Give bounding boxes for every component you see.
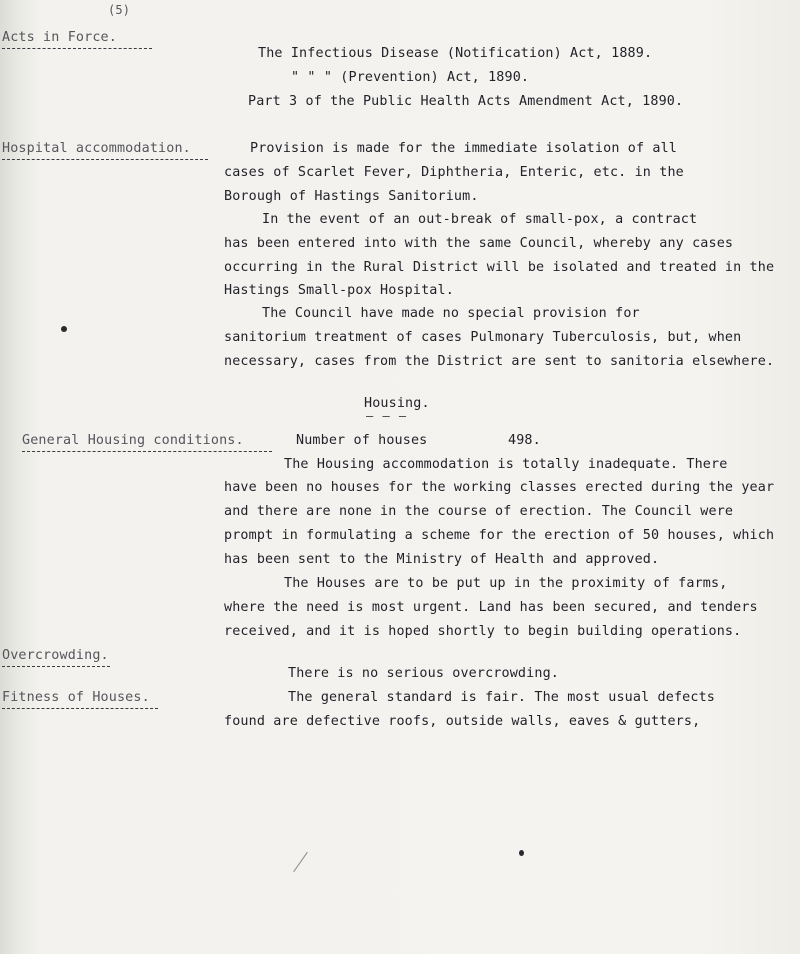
act-line-3: Part 3 of the Public Health Acts Amendment Act, 1890. [248, 94, 684, 109]
overcrowding-text: There is no serious overcrowding. [288, 666, 559, 681]
housing-line-7: where the need is most urgent. Land has been secured, and tenders [224, 600, 758, 615]
fitness-line-2: found are defective roofs, outside walls, eaves & gutters, [224, 714, 701, 729]
housing-heading-underline: — — — [366, 409, 408, 423]
stray-mark [519, 850, 524, 856]
act-line-2: " " " (Prevention) Act, 1890. [291, 70, 530, 85]
page-number: (5) [108, 3, 131, 17]
hospital-line-9: sanitorium treatment of cases Pulmonary Tuberculosis, but, when [224, 330, 742, 345]
housing-line-5: has been sent to the Ministry of Health and approved. [224, 552, 660, 567]
housing-line-1: The Housing accommodation is totally inadequate. There [284, 457, 728, 472]
act-line-1: The Infectious Disease (Notification) Act, 1889. [258, 46, 653, 61]
houses-count: 498. [508, 433, 541, 448]
housing-line-3: and there are none in the course of erection. The Council were [224, 504, 734, 519]
side-heading-general-housing: General Housing conditions. [22, 433, 244, 448]
side-heading-fitness: Fitness of Houses. [2, 690, 150, 705]
hospital-line-3: Borough of Hastings Sanitorium. [224, 189, 479, 204]
housing-heading: Housing. [364, 396, 430, 411]
margin-mark [61, 326, 67, 332]
hospital-line-7: Hastings Small-pox Hospital. [224, 283, 454, 298]
housing-line-8: received, and it is hoped shortly to begin building operations. [224, 624, 742, 639]
hospital-line-10: necessary, cases from the District are sent to sanitoria elsewhere. [224, 354, 775, 369]
hospital-line-6: occurring in the Rural District will be isolated and treated in the [224, 260, 775, 275]
hospital-line-8: The Council have made no special provision for [262, 306, 640, 321]
side-heading-acts-underline [2, 48, 152, 49]
side-heading-acts: Acts in Force. [2, 30, 117, 45]
side-heading-hospital-underline [2, 159, 208, 160]
hospital-line-2: cases of Scarlet Fever, Diphtheria, Enteric, etc. in the [224, 165, 684, 180]
hospital-line-1: Provision is made for the immediate isolation of all [250, 141, 678, 156]
side-heading-general-housing-underline [22, 451, 272, 452]
hospital-line-5: has been entered into with the same Council, whereby any cases [224, 236, 734, 251]
hospital-line-4: In the event of an out-break of small-pox, a contract [262, 212, 698, 227]
housing-line-2: have been no houses for the working classes erected during the year [224, 480, 775, 495]
side-heading-fitness-underline [2, 708, 158, 709]
houses-label: Number of houses [296, 433, 428, 448]
fitness-line-1: The general standard is fair. The most usual defects [288, 690, 716, 705]
stray-line [293, 852, 308, 872]
housing-line-6: The Houses are to be put up in the proximity of farms, [284, 576, 728, 591]
housing-line-4: prompt in formulating a scheme for the erection of 50 houses, which [224, 528, 775, 543]
side-heading-overcrowding-underline [2, 666, 110, 667]
side-heading-overcrowding: Overcrowding. [2, 648, 109, 663]
side-heading-hospital: Hospital accommodation. [2, 141, 191, 156]
